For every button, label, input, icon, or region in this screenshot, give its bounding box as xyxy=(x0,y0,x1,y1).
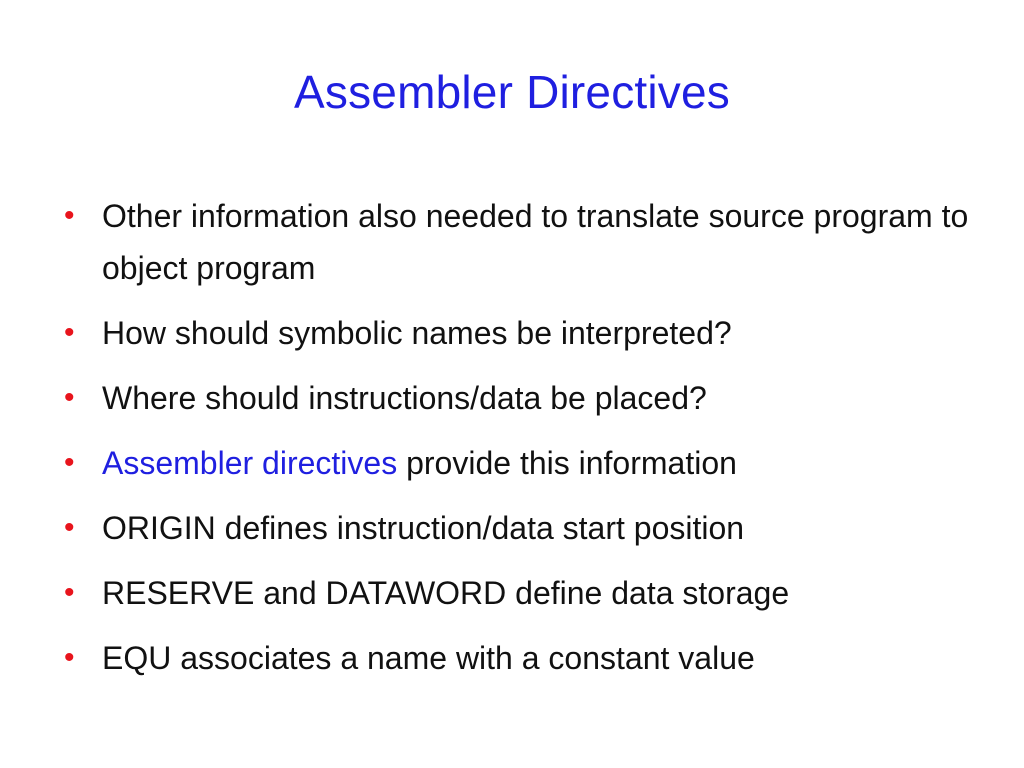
bullet-text: Other information also needed to translate source program to object program xyxy=(102,198,969,286)
bullet-text: Where should instructions/data be placed? xyxy=(102,380,707,416)
bullet-list xyxy=(58,190,978,697)
bullet-item xyxy=(58,567,978,619)
bullet-text: RESERVE and DATAWORD define data storage xyxy=(102,575,790,611)
bullet-item xyxy=(58,502,978,554)
bullet-item xyxy=(58,632,978,684)
bullet-icon: • xyxy=(64,316,75,349)
bullet-icon: • xyxy=(64,381,75,414)
bullet-item xyxy=(58,372,978,424)
bullet-item xyxy=(58,307,978,359)
bullet-item xyxy=(58,190,978,294)
bullet-text: How should symbolic names be interpreted? xyxy=(102,315,732,351)
bullet-icon: • xyxy=(64,199,75,232)
bullet-icon: • xyxy=(64,511,75,544)
bullet-text: EQU associates a name with a constant value xyxy=(102,640,755,676)
bullet-icon: • xyxy=(64,446,75,479)
bullet-item xyxy=(58,437,978,489)
bullet-text: provide this information xyxy=(397,445,737,481)
bullet-text: ORIGIN defines instruction/data start position xyxy=(102,510,745,546)
bullet-highlight-text: Assembler directives xyxy=(102,445,398,481)
bullet-icon: • xyxy=(64,641,75,674)
bullet-icon: • xyxy=(64,576,75,609)
slide-title: Assembler Directives xyxy=(294,66,730,118)
